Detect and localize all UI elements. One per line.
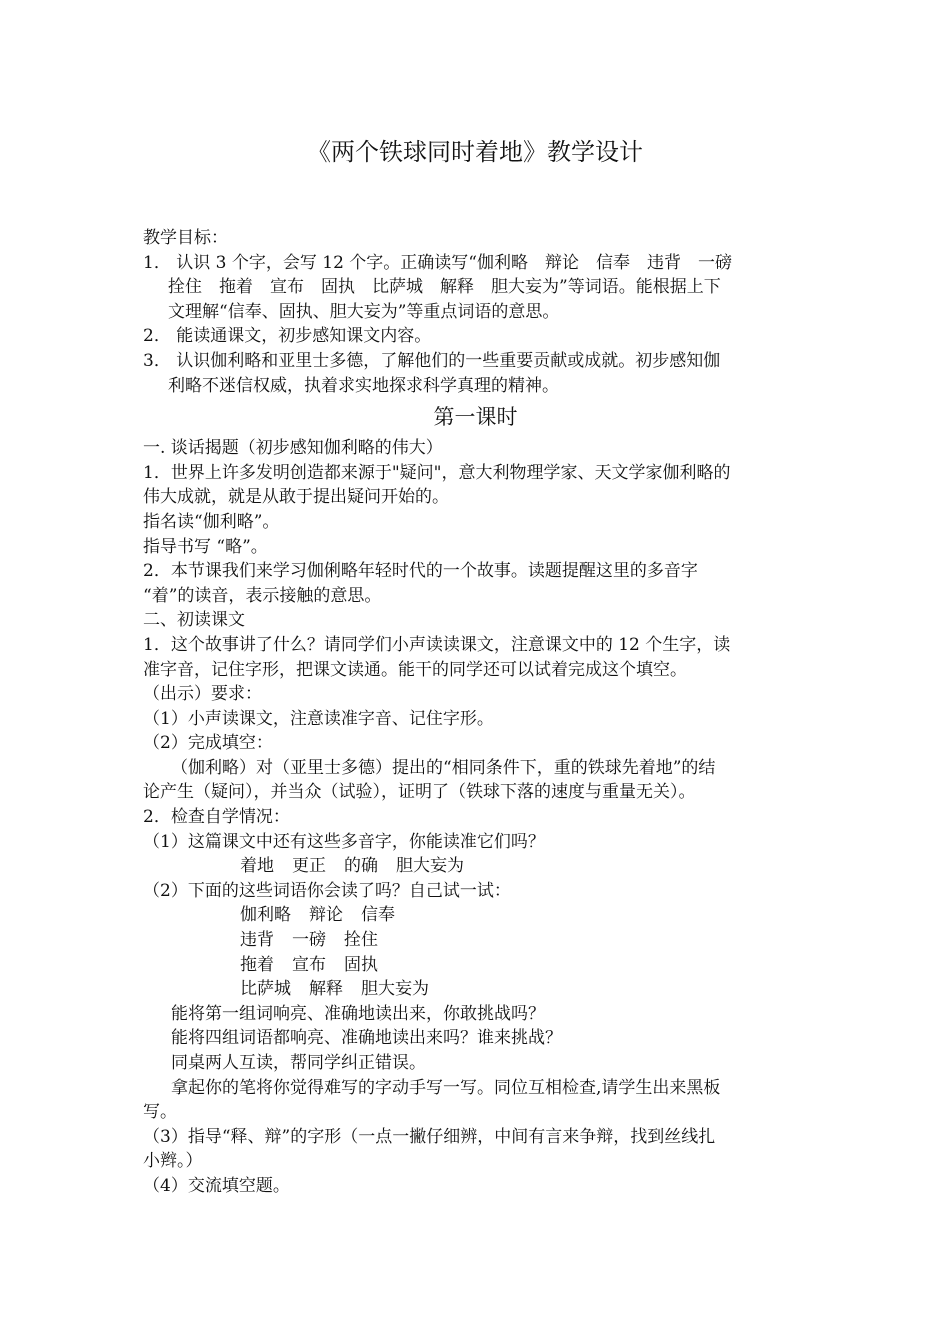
- part2-heading: 二、初读课文: [143, 610, 245, 631]
- part2-c4-line-1: 拿起你的笔将你觉得难写的字动手写一写。同位互相检查,请学生出来黑板: [171, 1077, 721, 1098]
- part1-heading: 一. 谈话揭题（初步感知伽利略的伟大）: [143, 438, 443, 459]
- part1-p1-line-1: 1．世界上许多发明创造都来源于"疑问"，意大利物理学家、天文学家伽利略的: [143, 462, 731, 483]
- vocab-word: 违背: [240, 930, 274, 951]
- part2-show: （出示）要求：: [143, 684, 262, 705]
- word-group-3: [143, 953, 808, 978]
- part2-q1: （1）这篇课文中还有这些多音字，你能读准它们吗？: [143, 831, 545, 852]
- objective-3-line-2: 利略不迷信权威，执着求实地探求科学真理的精神。: [168, 375, 559, 396]
- part1-p3: 指导书写 “略”。: [143, 536, 268, 557]
- document-body: [143, 226, 808, 1199]
- part2-q2: （2）下面的这些词语你会读了吗？自己试一试：: [143, 880, 511, 901]
- objectives-heading: 教学目标：: [143, 228, 228, 248]
- vocab-word: 胆大妄为: [361, 979, 429, 1000]
- part2-p1-line-2: 准字音，记住字形，把课文读通。能干的同学还可以试着完成这个填空。: [143, 659, 687, 680]
- vocab-word: 拖着: [240, 954, 274, 975]
- part2-c1: 能将第一组词响亮、准确地读出来，你敢挑战吗？: [171, 1003, 545, 1024]
- part2-check: 2．检查自学情况：: [143, 807, 290, 828]
- part2-q3-line-2: 小辫。）: [143, 1151, 203, 1172]
- word-group-4: [143, 977, 808, 1002]
- vocab-word: 解释: [309, 979, 343, 1000]
- part2-fill-line-2: 论产生（疑问），并当众（试验），证明了（铁球下落的速度与重量无关）。: [143, 782, 696, 803]
- part2-q3-line-1: （3）指导“释、辩”的字形（一点一撇仔细辨，中间有言来争辩，找到丝线扎: [143, 1126, 716, 1147]
- section-title: 第一课时: [433, 405, 518, 430]
- part2-req1: （1）小声读课文，注意读准字音、记住字形。: [143, 708, 494, 729]
- word-group-2: [143, 928, 808, 953]
- polyphone-word: 更正: [292, 856, 326, 877]
- word-group-1: [143, 903, 808, 928]
- objective-1-line-3: 文理解“信奉、固执、胆大妄为”等重点词语的意思。: [168, 301, 560, 322]
- document-title: 《两个铁球同时着地》教学设计: [307, 138, 643, 166]
- part2-p1-line-1: 1．这个故事讲了什么？请同学们小声读读课文，注意课文中的 12 个生字，读: [143, 634, 731, 655]
- objective-1-line-1: 1． 认识 3 个字，会写 12 个字。正确读写“伽利略 辩论 信奉 违背 一磅: [143, 252, 732, 273]
- vocab-word: 信奉: [361, 905, 395, 926]
- part2-q4: （4）交流填空题。: [143, 1175, 290, 1196]
- objective-2: 2． 能读通课文，初步感知课文内容。: [143, 326, 432, 347]
- part2-c3: 同桌两人互读，帮同学纠正错误。: [171, 1053, 426, 1073]
- objective-3-line-1: 3． 认识伽利略和亚里士多德，了解他们的一些重要贡献或成就。初步感知伽: [143, 350, 721, 371]
- vocab-word: 比萨城: [240, 979, 291, 1000]
- vocab-word: 拴住: [344, 930, 378, 951]
- part2-fill-line-1: （伽利略）对（亚里士多德）提出的“相同条件下，重的铁球先着地”的结: [171, 757, 716, 778]
- part2-c4-line-2: 写。: [143, 1102, 177, 1123]
- polyphone-words: [143, 854, 808, 879]
- polyphone-word: 着地: [240, 856, 274, 877]
- part1-p2: 指名读“伽利略”。: [143, 511, 280, 532]
- part1-p4-line-2: “着”的读音，表示接触的意思。: [143, 585, 382, 606]
- vocab-word: 固执: [344, 954, 378, 975]
- vocab-word: 一磅: [292, 930, 326, 951]
- part1-p1-line-2: 伟大成就，就是从敢于提出疑问开始的。: [143, 487, 449, 508]
- polyphone-word: 胆大妄为: [396, 856, 464, 877]
- polyphone-word: 的确: [344, 856, 378, 877]
- vocab-word: 辩论: [309, 905, 343, 926]
- objective-1-line-2: 拴住 拖着 宣布 固执 比萨城 解释 胆大妄为”等词语。能根据上下: [168, 277, 721, 298]
- part2-req2: （2）完成填空：: [143, 733, 273, 754]
- vocab-word: 宣布: [292, 954, 326, 975]
- part1-p4-line-1: 2．本节课我们来学习伽俐略年轻时代的一个故事。读题提醒这里的多音字: [143, 561, 698, 582]
- part2-c2: 能将四组词语都响亮、准确地读出来吗？谁来挑战？: [171, 1028, 562, 1049]
- vocab-word: 伽利略: [240, 905, 291, 926]
